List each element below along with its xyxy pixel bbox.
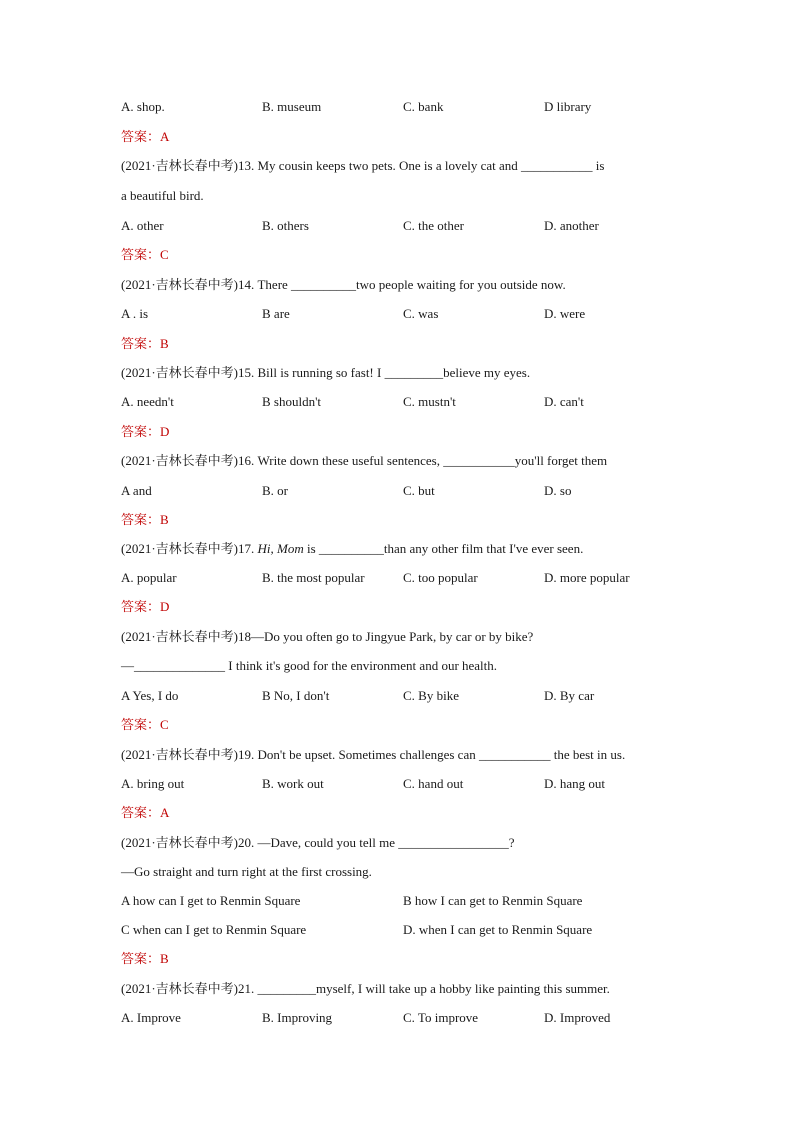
options-row	[121, 97, 681, 117]
option-a: A. needn't	[121, 394, 174, 409]
option-d: D. can't	[544, 394, 584, 409]
option-a: A. popular	[121, 570, 177, 585]
option-b: B. museum	[262, 99, 322, 114]
option-b: B. work out	[262, 776, 324, 791]
answer-line: 答案：A	[121, 805, 170, 820]
option-a: A how can I get to Renmin Square	[121, 893, 301, 908]
option-b: B. Improving	[262, 1010, 333, 1025]
question-line: (2021·吉林长春中考)13. My cousin keeps two pets. One is a lovely cat and ___________ is	[121, 158, 605, 173]
options-row	[121, 774, 681, 794]
option-b: B. others	[262, 218, 309, 233]
option-b: B. the most popular	[262, 570, 365, 585]
answer-line: 答案：C	[121, 247, 169, 262]
question-suffix: is __________than any other film that I've ever seen.	[303, 541, 584, 556]
option-d: D. Improved	[544, 1010, 611, 1025]
options-row	[121, 481, 681, 501]
answer-line: 答案：A	[121, 129, 170, 144]
answer-line: 答案：C	[121, 717, 169, 732]
option-a: A . is	[121, 306, 149, 321]
answer-line: 答案：D	[121, 599, 170, 614]
option-d: D. By car	[544, 688, 595, 703]
option-d: D. so	[544, 483, 572, 498]
option-a: A. shop.	[121, 99, 165, 114]
option-a: A. bring out	[121, 776, 185, 791]
option-a: A. other	[121, 218, 164, 233]
option-b: B. or	[262, 483, 288, 498]
options-row	[121, 304, 681, 324]
option-c: C. bank	[403, 99, 444, 114]
option-c: C. too popular	[403, 570, 478, 585]
option-c: C. mustn't	[403, 394, 456, 409]
options-row	[121, 216, 681, 236]
options-row	[121, 891, 681, 911]
answer-line: 答案：B	[121, 336, 169, 351]
option-d: D. were	[544, 306, 586, 321]
option-b: B are	[262, 306, 290, 321]
option-a: A and	[121, 483, 152, 498]
question-line: (2021·吉林长春中考)20. —Dave, could you tell me _________________?	[121, 835, 515, 850]
options-row	[121, 1008, 681, 1028]
option-c: C. but	[403, 483, 435, 498]
option-c: C when can I get to Renmin Square	[121, 922, 307, 937]
option-d: D library	[544, 99, 592, 114]
question-continuation: a beautiful bird.	[121, 188, 204, 203]
options-row	[121, 568, 681, 588]
option-a: A Yes, I do	[121, 688, 179, 703]
option-c: C. the other	[403, 218, 465, 233]
option-b: B how I can get to Renmin Square	[403, 893, 583, 908]
question-line: (2021·吉林长春中考)21. _________myself, I will take up a hobby like painting this summer.	[121, 981, 610, 996]
option-c: C. To improve	[403, 1010, 479, 1025]
options-row	[121, 686, 681, 706]
question-continuation: —Go straight and turn right at the first crossing.	[121, 864, 372, 879]
options-row	[121, 920, 681, 940]
question-line: (2021·吉林长春中考)18—Do you often go to Jingyue Park, by car or by bike?	[121, 629, 534, 644]
options-row	[121, 392, 681, 412]
question-continuation: —______________ I think it's good for the environment and our health.	[121, 658, 498, 673]
question-line: (2021·吉林长春中考)15. Bill is running so fast! I _________believe my eyes.	[121, 365, 531, 380]
option-b: B shouldn't	[262, 394, 322, 409]
question-prefix: (2021·吉林长春中考)17.	[121, 541, 258, 556]
option-b: B No, I don't	[262, 688, 330, 703]
option-c: C. By bike	[403, 688, 459, 703]
question-line: (2021·吉林长春中考)14. There __________two people waiting for you outside now.	[121, 277, 566, 292]
answer-line: 答案：B	[121, 951, 169, 966]
option-d: D. another	[544, 218, 599, 233]
option-c: C. was	[403, 306, 439, 321]
option-d: D. when I can get to Renmin Square	[403, 922, 593, 937]
question-line: (2021·吉林长春中考)19. Don't be upset. Sometimes challenges can ___________ the best in us.	[121, 747, 626, 762]
option-d: D. more popular	[544, 570, 630, 585]
answer-line: 答案：D	[121, 424, 170, 439]
film-title: Hi, Mom	[257, 541, 304, 556]
answer-line: 答案：B	[121, 512, 169, 527]
option-a: A. Improve	[121, 1010, 181, 1025]
option-d: D. hang out	[544, 776, 606, 791]
question-line: (2021·吉林长春中考)16. Write down these useful sentences, ___________you'll forget them	[121, 453, 608, 468]
question-line	[121, 539, 681, 559]
option-c: C. hand out	[403, 776, 464, 791]
